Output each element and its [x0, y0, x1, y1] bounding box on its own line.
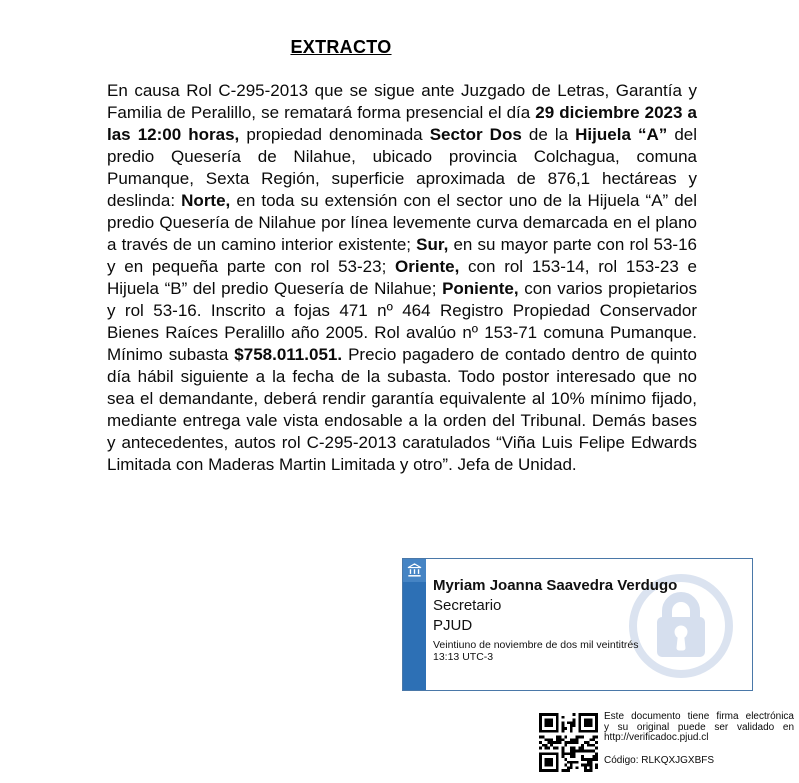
signature-text-block: [433, 576, 742, 663]
bold-text-segment: $758.011.051.: [234, 345, 343, 364]
title-row: [107, 37, 575, 58]
signatory-institution: PJUD: [433, 617, 473, 634]
text-segment: del predio Quesería de Nilahue, ubicado provincia Colchagua, comuna Pumanque, Sexta Región, superficie aproximada de 876,1 hectáreas y deslinda:: [107, 125, 698, 210]
text-segment: propiedad denominada: [239, 125, 430, 144]
signatory-name: Myriam Joanna Saavedra Verdugo: [433, 577, 678, 594]
bold-text-segment: Sector Dos: [429, 125, 522, 144]
document-title: EXTRACTO: [290, 37, 392, 57]
verification-line: Este documento tiene firma electrónica: [604, 711, 794, 722]
bank-icon: [403, 559, 426, 582]
verification-code: Código: RLKQXJGXBFS: [604, 755, 715, 766]
verification-line: y su original puede ser validado en: [604, 721, 794, 733]
bold-text-segment: Oriente,: [395, 257, 460, 276]
text-segment: En causa Rol C-295-2013 que se sigue ante Juzgado de Letras, Garantía y Familia de Peralillo, se rematará forma presencial el día: [107, 81, 697, 122]
text-segment: en su mayor parte con rol 53-16 y en pequeña parte con rol 53-23;: [107, 235, 697, 276]
signature-box: [402, 558, 753, 691]
bold-text-segment: Norte,: [181, 191, 231, 210]
signature-time: 13:13 UTC-3: [433, 651, 494, 663]
text-segment: con rol 153-14, rol 153-23 e Hijuela “B” del predio Quesería de Nilahue;: [107, 257, 697, 298]
bold-text-segment: Poniente,: [442, 279, 519, 298]
text-segment: en toda su extensión con el sector uno de la Hijuela “A” del predio Quesería de Nilahue por línea levemente curva demarcada en el plano a través de un camino interior existente;: [107, 191, 697, 254]
qr-code: [539, 713, 598, 772]
verification-text: [604, 712, 794, 744]
text-segment: Precio pagadero de contado dentro de quinto día hábil siguiente a la fecha de la subasta. Todo postor interesado que no sea el demandante, deberá rendir garantía equivalente al 10% mínimo fijado, mediante entrega vale vista endosable a la orden del Tribunal. Demás bases y antecedentes, autos rol C-295-2013 caratulados “Viña Luis Felipe Edwards Limitada con Maderas Martin Limitada y otro”. Jefa de Unidad.: [107, 345, 697, 474]
extract-paragraph: [107, 80, 697, 476]
bold-text-segment: Sur,: [416, 235, 449, 254]
signatory-role: Secretario: [433, 597, 502, 614]
text-segment: con varios propietarios y rol 53-16. Inscrito a fojas 471 nº 464 Registro Propiedad Conservador Bienes Raíces Peralillo año 2005. Rol avalúo nº 153-71 comuna Pumanque. Mínimo subasta: [107, 279, 697, 364]
signature-date: Veintiuno de noviembre de dos mil veintitrés: [433, 639, 639, 651]
bold-text-segment: 29 diciembre 2023 a las 12:00 horas,: [107, 103, 697, 144]
text-segment: de la: [521, 125, 576, 144]
verification-url: http://verificadoc.pjud.cl: [604, 732, 709, 743]
bold-text-segment: Hijuela “A”: [575, 125, 668, 144]
